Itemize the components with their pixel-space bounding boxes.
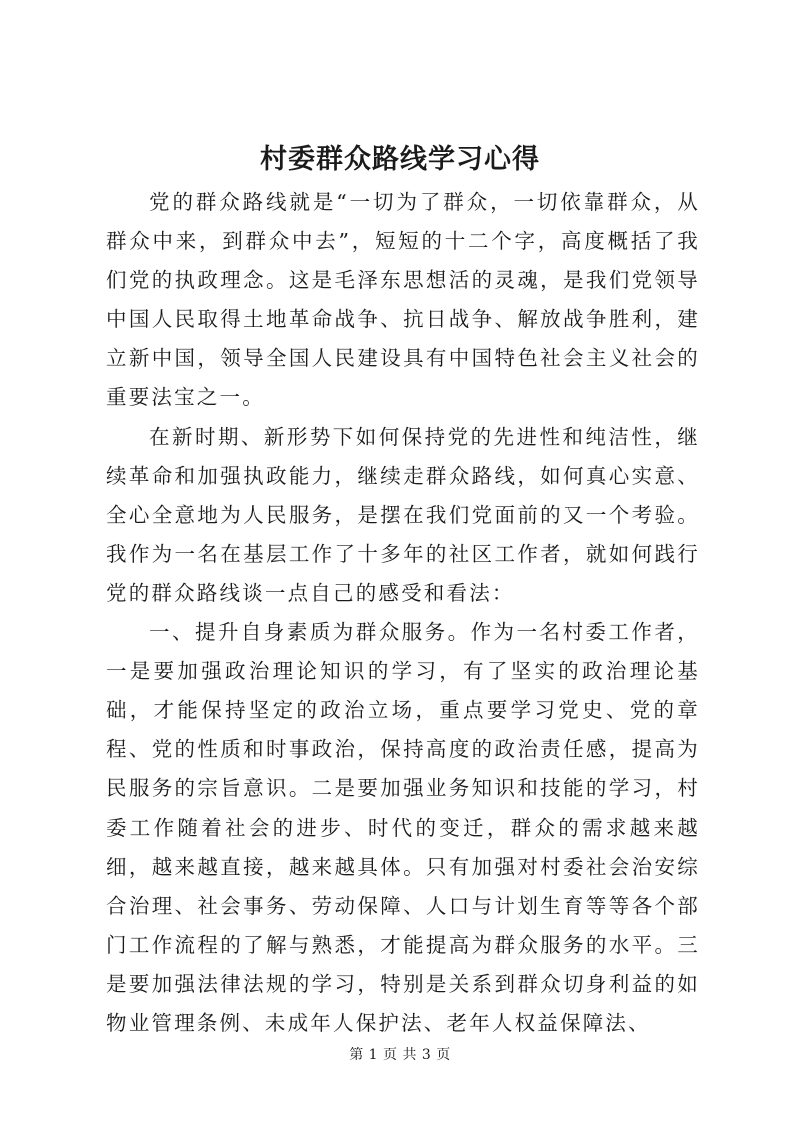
page-footer: 第 1 页 共 3 页	[349, 1047, 451, 1063]
document-title: 村委群众路线学习心得	[260, 144, 540, 175]
paragraph-3: 一、提升自身素质为群众服务。作为一名村委工作者，一是要加强政治理论知识的学习，有了坚实的政治理论基础，才能保持坚定的政治立场，重点要学习党史、党的章程、党的性质和时事政治，保持高度的政治责任感，提高为民服务的宗旨意识。二是要加强业务知识和技能的学习，村委工作随着社会的进步、时代的变迁，群众的需求越来越细，越来越直接，越来越具体。只有加强对村委社会治安综合治理、社会事务、劳动保障、人口与计划生育等等各个部门工作流程的了解与熟悉，才能提高为群众服务的水平。三是要加强法律法规的学习，特别是关系到群众切身利益的如物业管理条例、未成年人保护法、老年人权益保障法、	[106, 620, 700, 1035]
paragraph-1: 党的群众路线就是“一切为了群众，一切依靠群众，从群众中来，到群众中去”，短短的十二个字，高度概括了我们党的执政理念。这是毛泽东思想活的灵魂，是我们党领导中国人民取得土地革命战争、抗日战争、解放战争胜利，建立新中国，领导全国人民建设具有中国特色社会主义社会的重要法宝之一。	[106, 190, 700, 410]
document-body	[106, 183, 700, 1043]
paragraph-2: 在新时期、新形势下如何保持党的先进性和纯洁性，继续革命和加强执政能力，继续走群众路线，如何真心实意、全心全意地为人民服务，是摆在我们党面前的又一个考验。我作为一名在基层工作了十多年的社区工作者，就如何践行党的群众路线谈一点自己的感受和看法：	[106, 424, 700, 605]
